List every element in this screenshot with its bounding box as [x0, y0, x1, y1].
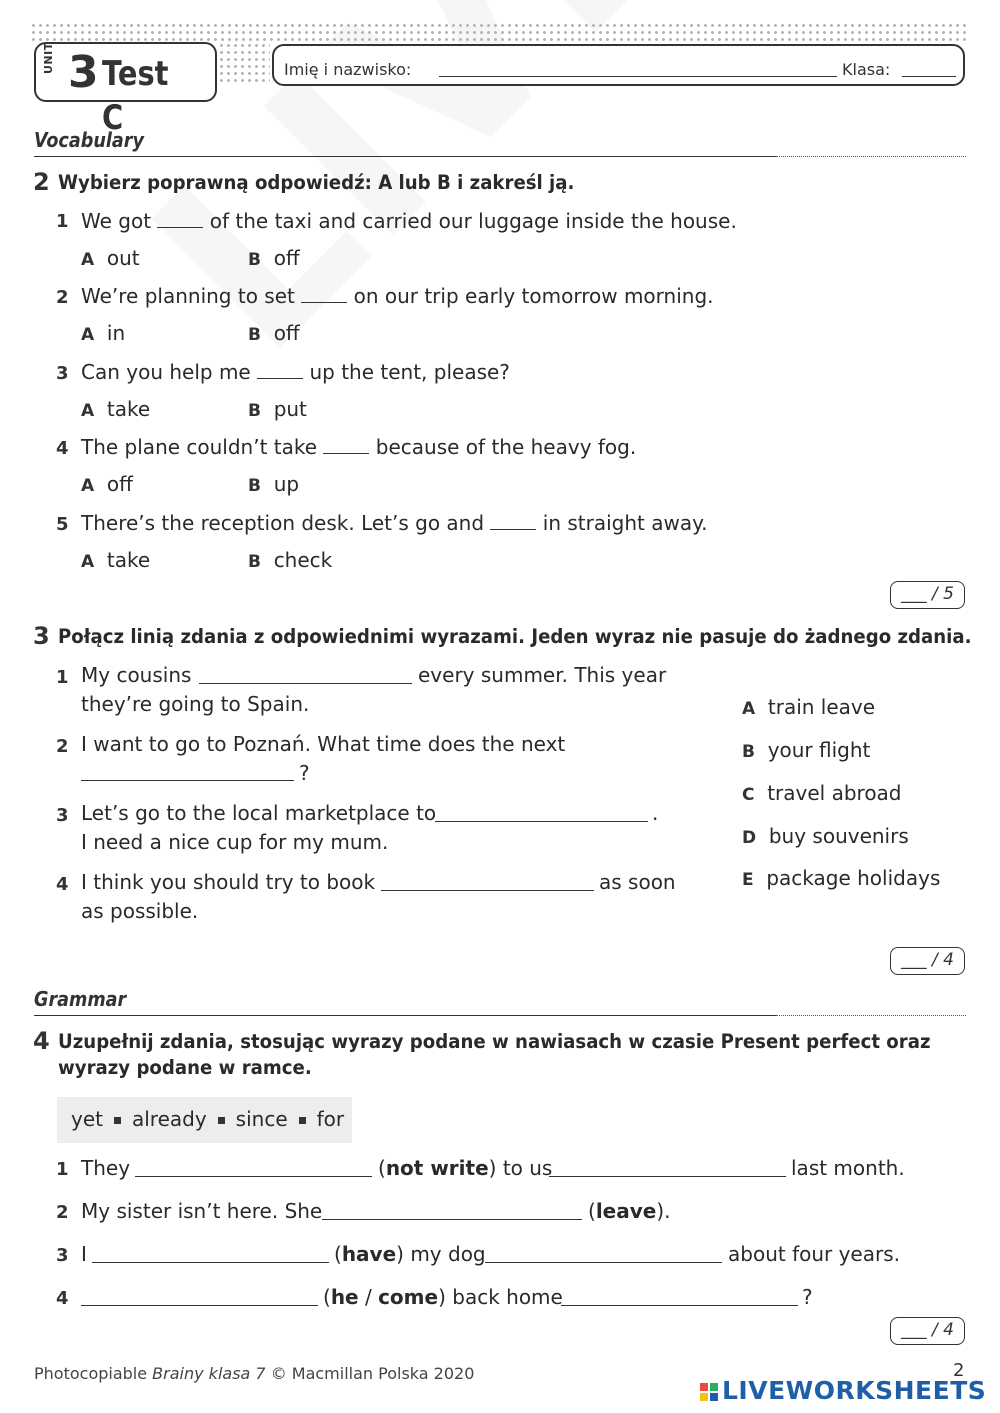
question-text — [81, 510, 707, 535]
liveworksheets-logo[interactable] — [700, 1376, 986, 1405]
item-number: 1 — [56, 667, 69, 688]
question-after: on our trip early tomorrow morning. — [353, 284, 714, 308]
question-after: in straight away. — [542, 511, 708, 535]
question-before: The plane couldn’t take — [81, 435, 318, 459]
sentence-part: I need a nice cup for my mum. — [81, 830, 389, 854]
answer-line[interactable] — [485, 1262, 722, 1263]
task-instruction: Połącz linią zdania z odpowiednimi wyrazami. Jeden wyraz nie pasuje do żadnego zdania. — [58, 625, 972, 648]
word: already — [131, 1107, 207, 1131]
unit-label: UNIT — [42, 42, 55, 74]
question-after: because of the heavy fog. — [375, 435, 637, 459]
option-a[interactable]: A take — [81, 548, 151, 572]
question-after: of the taxi and carried our luggage inside the house. — [209, 209, 737, 233]
verb: he — [330, 1285, 359, 1309]
option-b-text: put — [273, 397, 307, 421]
answer-blank[interactable] — [157, 208, 203, 228]
question-before: We’re planning to set — [81, 284, 295, 308]
section-vocabulary: Vocabulary — [34, 128, 144, 152]
answer-blank[interactable] — [257, 359, 303, 379]
answer-line[interactable] — [135, 1176, 372, 1177]
logo-text: LIVEWORKSHEETS — [722, 1376, 987, 1405]
verb: not write — [385, 1156, 489, 1180]
unit-badge — [34, 42, 217, 138]
option-a[interactable]: A take — [81, 397, 151, 421]
verb: have — [341, 1242, 397, 1266]
verb-prompt: (not write) to us — [378, 1156, 553, 1180]
answer-blank[interactable] — [323, 434, 369, 454]
logo-cube-icon — [700, 1383, 718, 1401]
header-dot-band — [30, 22, 968, 42]
question-text — [81, 283, 714, 308]
task-number: 4 — [33, 1027, 50, 1055]
match-option-b[interactable] — [742, 738, 870, 762]
sentence-part: I — [81, 1242, 87, 1266]
question-text — [81, 359, 510, 384]
score-box: ___ / 5 — [890, 581, 965, 609]
sentence-part: My cousins — [81, 663, 192, 687]
option-text: your flight — [767, 738, 871, 762]
question-text — [81, 434, 636, 459]
copyright-footer: Photocopiable Brainy klasa 7 © Macmillan Polska 2020 — [34, 1364, 475, 1383]
option-a[interactable]: A in — [81, 321, 126, 345]
option-a[interactable]: A out — [81, 246, 140, 270]
name-label: Imię i nazwisko: — [284, 60, 412, 79]
score-box: ___ / 4 — [890, 947, 965, 975]
answer-line[interactable] — [561, 1305, 798, 1306]
sentence-part: ? — [802, 1285, 813, 1309]
section-rule-dotted — [776, 1015, 966, 1016]
option-b-text: up — [273, 472, 300, 496]
sentence-part: My sister isn’t here. She — [81, 1199, 323, 1223]
option-b[interactable]: B put — [248, 397, 307, 421]
match-option-c[interactable] — [742, 781, 902, 805]
answer-line[interactable] — [81, 1305, 318, 1306]
word-list — [71, 1107, 344, 1131]
item-number: 2 — [56, 1202, 69, 1223]
answer-line[interactable] — [381, 890, 594, 891]
task-instruction: Wybierz poprawną odpowiedź: A lub B i zakreśl ją. — [58, 171, 575, 194]
option-letter: C — [742, 785, 755, 805]
word: for — [316, 1107, 345, 1131]
item-number: 2 — [56, 287, 69, 308]
task-number: 2 — [33, 168, 50, 196]
option-letter: D — [742, 828, 757, 848]
sentence-part: I want to go to Poznań. What time does the next — [81, 732, 566, 756]
word: since — [235, 1107, 288, 1131]
sentence-part: every summer. This year — [418, 663, 667, 687]
answer-line[interactable] — [435, 821, 648, 822]
task-number: 3 — [33, 622, 50, 650]
match-option-a[interactable] — [742, 695, 875, 719]
option-a-text: take — [106, 548, 151, 572]
option-a-text: in — [106, 321, 126, 345]
answer-line[interactable] — [199, 683, 412, 684]
word: yet — [71, 1107, 103, 1131]
option-a-text: out — [106, 246, 140, 270]
option-text: buy souvenirs — [768, 824, 909, 848]
sentence-part: about four years. — [728, 1242, 900, 1266]
answer-blank[interactable] — [301, 283, 347, 303]
option-b-text: check — [273, 548, 333, 572]
verb: leave — [595, 1199, 657, 1223]
item-number: 1 — [56, 211, 69, 232]
verb-prompt: (have) my dog — [334, 1242, 486, 1266]
section-rule-dotted — [776, 156, 966, 157]
bullet-icon — [299, 1117, 306, 1124]
sentence-part: as soon — [599, 870, 676, 894]
option-a-text: take — [106, 397, 151, 421]
item-number: 2 — [56, 736, 69, 757]
class-field[interactable] — [902, 76, 956, 77]
option-a-text: off — [106, 472, 133, 496]
unit-number: 3 — [68, 47, 99, 98]
section-rule — [34, 156, 776, 157]
option-text: train leave — [767, 695, 876, 719]
class-label: Klasa: — [842, 60, 891, 79]
task-instruction-line2: wyrazy podane w ramce. — [58, 1056, 312, 1079]
answer-line[interactable] — [549, 1176, 786, 1177]
section-rule — [34, 1015, 776, 1016]
question-text — [81, 208, 737, 233]
sentence-part: I think you should try to book — [81, 870, 376, 894]
item-number: 3 — [56, 363, 69, 384]
item-number: 3 — [56, 1245, 69, 1266]
option-text: travel abroad — [767, 781, 902, 805]
option-b-text: off — [273, 321, 300, 345]
item-number: 4 — [56, 874, 69, 895]
sentence-part: . — [652, 801, 659, 825]
bullet-icon — [114, 1117, 121, 1124]
book-title: Brainy klasa 7 — [152, 1364, 266, 1383]
verb-prompt: (leave). — [588, 1199, 671, 1223]
answer-line[interactable] — [81, 780, 294, 781]
item-number: 3 — [56, 805, 69, 826]
match-option-e[interactable] — [742, 866, 940, 890]
student-info-box — [272, 44, 965, 86]
match-option-d[interactable] — [742, 824, 909, 848]
option-b[interactable]: B off — [248, 321, 300, 345]
option-b[interactable]: B off — [248, 246, 300, 270]
answer-blank[interactable] — [490, 510, 536, 530]
item-number: 4 — [56, 1288, 69, 1309]
answer-line[interactable] — [322, 1219, 582, 1220]
option-letter: E — [742, 870, 754, 890]
sentence-part: last month. — [791, 1156, 905, 1180]
question-before: There’s the reception desk. Let’s go and — [81, 511, 485, 535]
sentence-part: They — [81, 1156, 131, 1180]
section-grammar: Grammar — [34, 987, 127, 1011]
question-before: We got — [81, 209, 152, 233]
word-box — [57, 1097, 352, 1143]
question-after: up the tent, please? — [309, 360, 510, 384]
option-a[interactable]: A off — [81, 472, 133, 496]
header-dot-spacer — [218, 42, 270, 82]
sentence-part: Let’s go to the local marketplace to — [81, 801, 437, 825]
verb-prompt: (he / come) back home — [323, 1285, 563, 1309]
option-b-text: off — [273, 246, 300, 270]
answer-line[interactable] — [92, 1262, 329, 1263]
option-b[interactable]: B up — [248, 472, 300, 496]
option-letter: B — [742, 742, 755, 762]
sentence-part: as possible. — [81, 899, 199, 923]
score-box: ___ / 4 — [890, 1317, 965, 1345]
bullet-icon — [218, 1117, 225, 1124]
option-b[interactable]: B check — [248, 548, 333, 572]
option-text: package holidays — [766, 866, 941, 890]
item-number: 5 — [56, 514, 69, 535]
question-before: Can you help me — [81, 360, 251, 384]
sentence-part: ? — [299, 761, 310, 785]
test-title: Test C — [102, 54, 169, 138]
page-number: 2 — [953, 1360, 965, 1381]
option-letter: A — [742, 699, 756, 719]
task-instruction-line1: Uzupełnij zdania, stosując wyrazy podane w nawiasach w czasie Present perfect oraz — [58, 1030, 931, 1053]
sentence-part: they’re going to Spain. — [81, 692, 310, 716]
verb: come — [378, 1285, 439, 1309]
item-number: 4 — [56, 438, 69, 459]
name-field[interactable] — [439, 76, 837, 77]
item-number: 1 — [56, 1159, 69, 1180]
